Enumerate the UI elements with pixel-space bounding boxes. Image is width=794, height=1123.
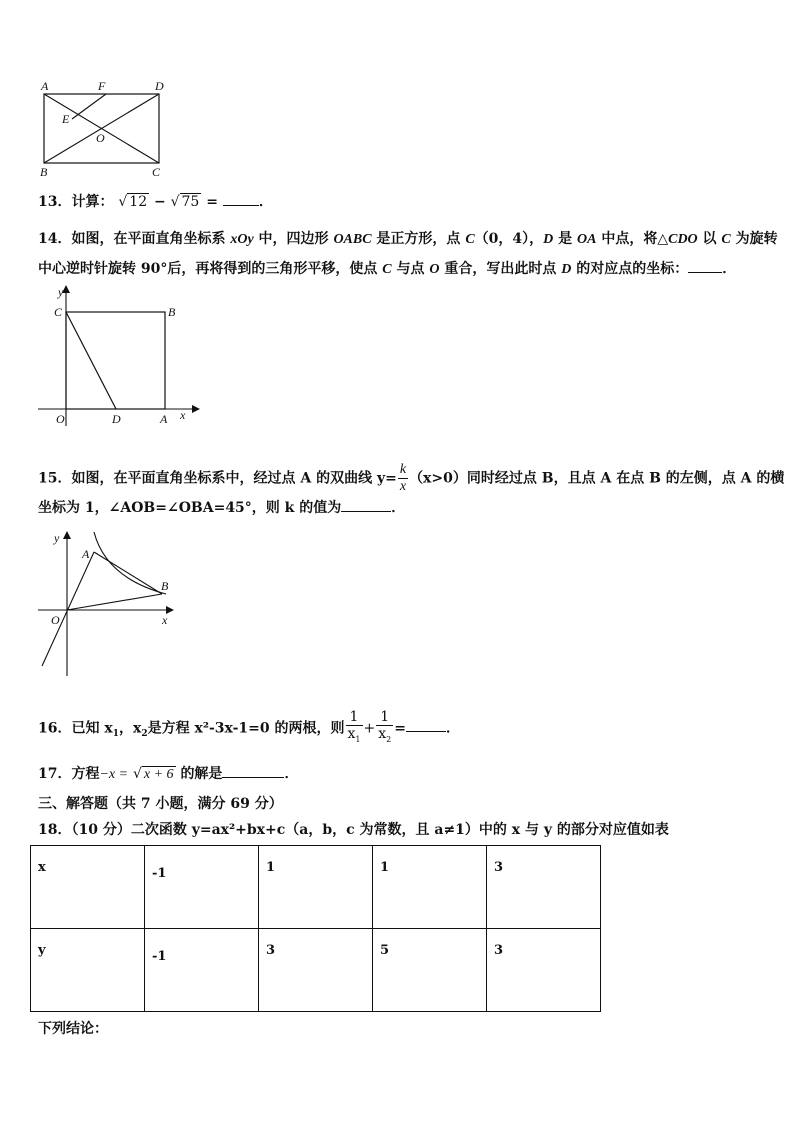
label-b: B — [161, 579, 169, 593]
answer-blank-15[interactable] — [341, 498, 391, 512]
label-c: C — [152, 165, 161, 179]
table-cell: 5 — [373, 929, 487, 1012]
table-cell: y — [31, 929, 145, 1012]
question-14-line-1: 14．如图，在平面直角坐标系 xOy 中，四边形 OABC 是正方形，点 C（0，4），D 是 OA 中点，将△CDO 以 C 为旋转 — [38, 231, 778, 247]
label-f: F — [98, 79, 106, 93]
question-17: 17．方程−x = √ x + 6 的解是 ． — [38, 766, 299, 782]
radicand-x-plus-6: x + 6 — [143, 767, 174, 782]
table-cell: 1 — [259, 846, 373, 929]
table-cell: 3 — [487, 846, 601, 929]
segment-ob — [67, 594, 162, 610]
label-y: y — [54, 531, 60, 545]
segment-ef — [72, 94, 106, 119]
label-o: O — [96, 131, 105, 145]
question-13: 13．计算： √ 12 − √ 75 = ． — [38, 194, 273, 210]
label-x: x — [162, 613, 168, 627]
table-row — [31, 846, 601, 929]
label-d: D — [155, 79, 164, 93]
label-e: E — [62, 112, 70, 126]
label-y: y — [58, 285, 64, 299]
square-oabc — [66, 312, 165, 409]
table-row — [31, 929, 601, 1012]
square-coordinate-figure — [34, 284, 204, 430]
table-cell: -1 — [145, 846, 259, 929]
label-a: A — [41, 79, 49, 93]
label-o: O — [56, 412, 65, 426]
segment-ab — [94, 552, 162, 594]
question-16: 16．已知 $x_1$，$x_2$是方程 x²-3x-1=0 的两根，则 $\frac{1}{x_1}$ + $\frac{1}{x_2}$ = ． — [38, 709, 460, 748]
table-cell: 3 — [487, 929, 601, 1012]
y-axis-arrow — [63, 531, 71, 539]
value-table — [30, 845, 601, 1012]
question-15-line-2: 坐标为 1，∠AOB=∠OBA=45°，则 k 的值为 ． — [38, 500, 406, 516]
table-cell: x — [31, 846, 145, 929]
label-b: B — [168, 305, 176, 319]
question-15-line-1: 15．如图，在平面直角坐标系中，经过点 A 的双曲线 y= $\frac{k}{x}$ （x>0）同时经过点 B，且点 A 在点 B 的左侧，点 A 的横 — [38, 462, 785, 494]
label-d: D — [112, 412, 121, 426]
table-cell: -1 — [145, 929, 259, 1012]
label-a: A — [160, 412, 168, 426]
radicand-75: 75 — [181, 194, 200, 210]
rectangle-figure — [34, 76, 174, 182]
question-14-line-2: 中心逆时针旋转 90°后，再将得到的三角形平移，使点 C 与点 O 重合，写出此时点 D 的对应点的坐标： ． — [38, 261, 737, 277]
x-axis-arrow — [192, 405, 200, 413]
section-3-heading: 三、解答题（共 7 小题，满分 69 分） — [38, 796, 283, 812]
label-x: x — [180, 408, 186, 422]
answer-blank-17[interactable] — [222, 764, 284, 778]
answer-blank-16[interactable] — [406, 718, 446, 732]
question-18: 18．（10 分）二次函数 y=ax²+bx+c（a，b，c 为常数，且 a≠1）中的 x 与 y 的部分对应值如表 — [38, 822, 669, 838]
fraction-1-over-x1: $\frac{1}{x_1}$ — [347, 709, 361, 744]
table-cell: 1 — [373, 846, 487, 929]
hyperbola-figure — [34, 528, 184, 678]
label-c: C — [54, 305, 63, 319]
line-oa — [42, 552, 94, 666]
fraction-1-over-x2: $\frac{1}{x_2}$ — [378, 709, 392, 744]
fraction-k-over-x: $\frac{k}{x}$ — [399, 462, 407, 494]
answer-blank-13[interactable] — [223, 192, 259, 206]
segment-cd — [66, 312, 116, 409]
answer-blank-14[interactable] — [688, 259, 722, 273]
table-cell: 3 — [259, 929, 373, 1012]
radicand-12: 12 — [129, 194, 148, 210]
hyperbola-curve — [94, 532, 166, 594]
label-o: O — [51, 613, 60, 627]
label-a: A — [82, 547, 90, 561]
label-b: B — [40, 165, 48, 179]
conclusions-label: 下列结论： — [38, 1021, 108, 1037]
